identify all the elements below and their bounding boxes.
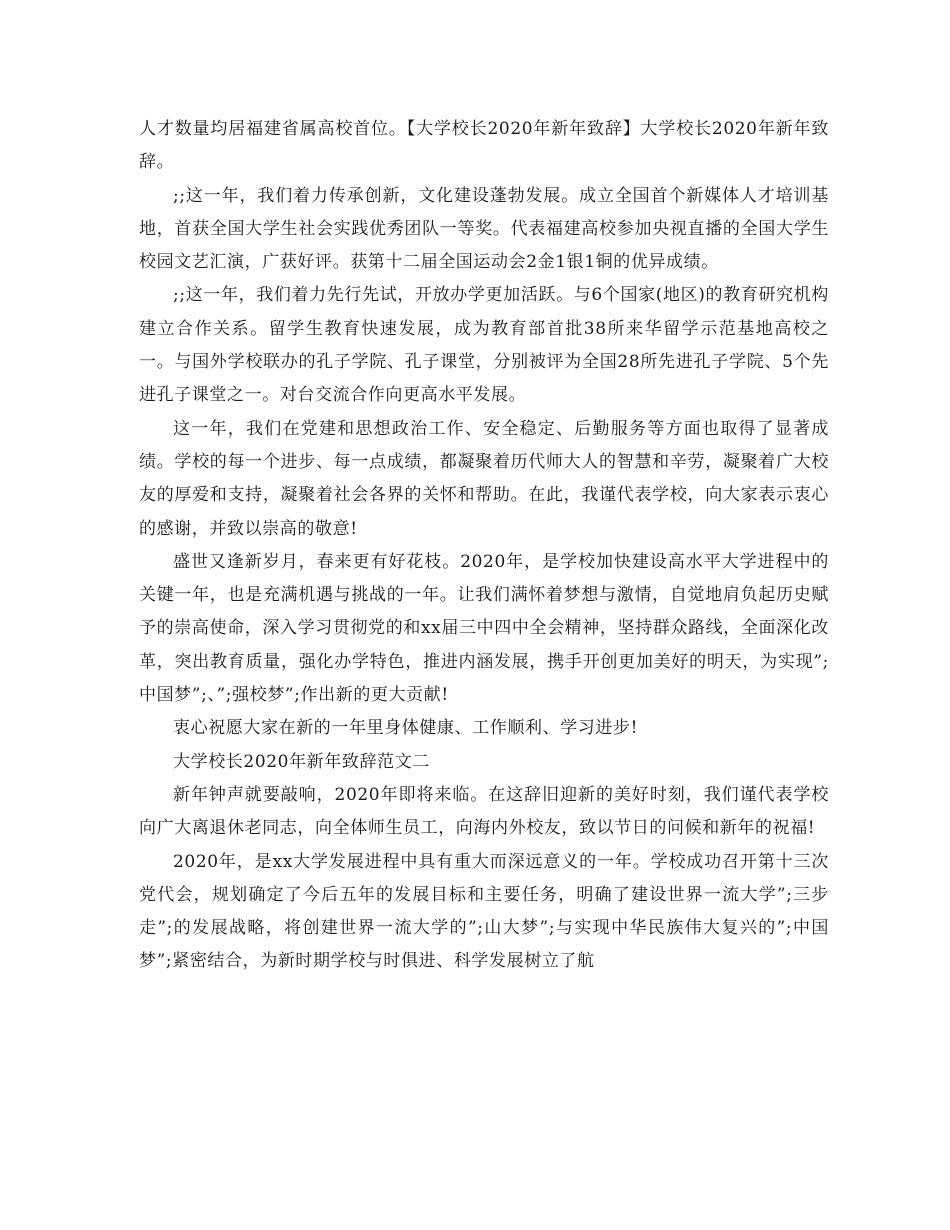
paragraph-8: 2020年，是xx大学发展进程中具有重大而深远意义的一年。学校成功召开第十三次党代会，规划确定了今后五年的发展目标和主要任务，明确了建设世界一流大学”;三步走”;的发展战略，将创建世界一流大学的”;山大梦”;与实现中华民族伟大复兴的”;中国梦”;紧密结合，为新时期学校与时俱进、科学发展树立了航 [139,851,829,972]
document-body [139,113,829,979]
paragraph-3: ;;这一年，我们着力先行先试，开放办学更加活跃。与6个国家(地区)的教育研究机构建立合作关系。留学生教育快速发展，成为教育部首批38所来华留学示范基地高校之一。与国外学校联办的孔子学院、孔子课堂，分别被评为全国28所先进孔子学院、5个先进孔子课堂之一。对台交流合作向更高水平发展。 [139,285,829,406]
paragraph-2: ;;这一年，我们着力传承创新，文化建设蓬勃发展。成立全国首个新媒体人才培训基地，首获全国大学生社会实践优秀团队一等奖。代表福建高校参加央视直播的全国大学生校园文艺汇演，广获好评。获第十二届全国运动会2金1银1铜的优异成绩。 [139,185,829,273]
section-heading: 大学校长2020年新年致辞范文二 [173,751,430,772]
paragraph-5: 盛世又逢新岁月，春来更有好花枝。2020年，是学校加快建设高水平大学进程中的关键一年，也是充满机遇与挑战的一年。让我们满怀着梦想与激情，自觉地肩负起历史赋予的崇高使命，深入学习贯彻党的和xx届三中四中全会精神，坚持群众路线，全面深化改革，突出教育质量，强化办学特色，推进内涵发展，携手开创更加美好的明天，为实现”;中国梦”;、”;强校梦”;作出新的更大贡献! [139,551,829,706]
paragraph-6: 衷心祝愿大家在新的一年里身体健康、工作顺利、学习进步! [173,718,639,739]
paragraph-4: 这一年，我们在党建和思想政治工作、安全稳定、后勤服务等方面也取得了显著成绩。学校的每一个进步、每一点成绩，都凝聚着历代师大人的智慧和辛劳，凝聚着广大校友的厚爱和支持，凝聚着社会各界的关怀和帮助。在此，我谨代表学校，向大家表示衷心的感谢，并致以崇高的敬意! [139,418,829,539]
paragraph-7: 新年钟声就要敲响，2020年即将来临。在这辞旧迎新的美好时刻，我们谨代表学校向广大离退休老同志，向全体师生员工，向海内外校友，致以节日的问候和新年的祝福! [139,784,829,839]
paragraph-1: 人才数量均居福建省属高校首位。【大学校长2020年新年致辞】大学校长2020年新年致辞。 [139,119,829,173]
